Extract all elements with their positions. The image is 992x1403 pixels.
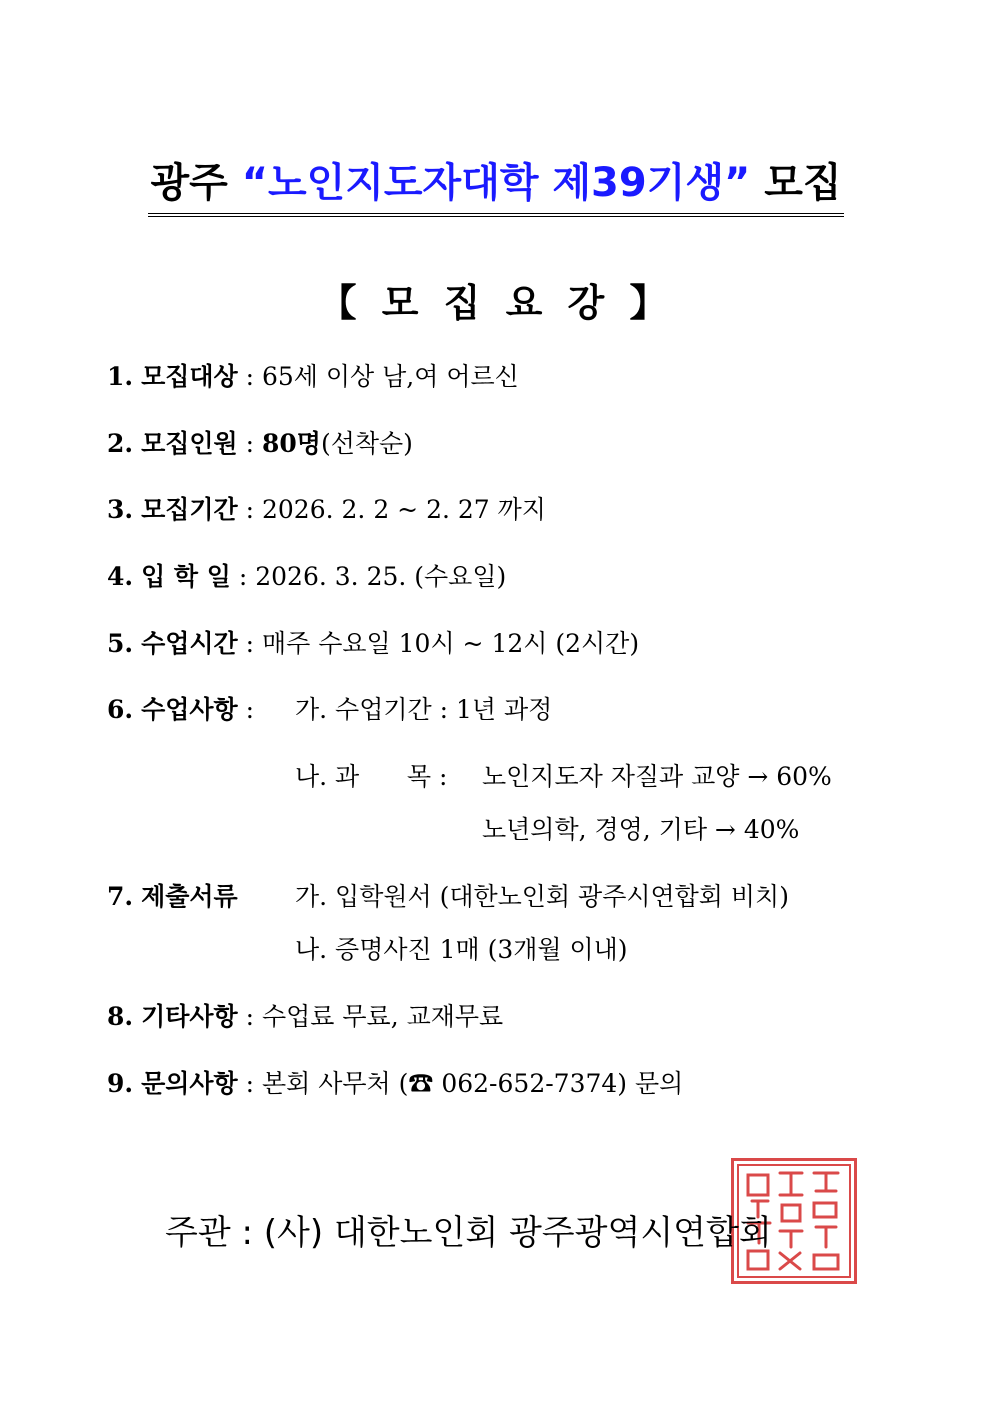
title-highlight: 노인지도자대학 제39기생 [268, 160, 724, 206]
item-value-bold: 80명 [262, 429, 321, 458]
course-subject-label: 나. 과 목 : [295, 762, 456, 791]
document-2: 나. 증명사진 1매 (3개월 이내) [295, 935, 628, 964]
item-number: 3. [107, 495, 134, 524]
organizer: 주관 : (사) 대한노인회 광주광역시연합회 [165, 1213, 772, 1253]
item-number: 7. [107, 882, 134, 911]
item-label: 제출서류 [141, 882, 238, 911]
title-suffix: 모집 [750, 160, 842, 206]
item-value: 매주 수요일 10시 ~ 12시 (2시간) [262, 629, 640, 658]
item-value: 2026. 3. 25. (수요일) [255, 562, 507, 591]
item-number: 4. [107, 562, 134, 591]
item-number: 9. [107, 1069, 134, 1098]
item-other [107, 1000, 503, 1034]
item-period [107, 493, 546, 527]
item-target [107, 360, 519, 394]
item-separator: : [237, 495, 262, 524]
item-inquiry [107, 1067, 683, 1101]
item-label: 모집인원 [141, 429, 238, 458]
document-1: 가. 입학원서 (대한노인회 광주시연합회 비치) [295, 882, 789, 911]
item-separator: : [237, 629, 262, 658]
course-period [295, 693, 552, 727]
section-heading: 【 모 집 요 강 】 [318, 281, 674, 325]
title-quote-close: ” [724, 160, 751, 206]
item-class-time [107, 627, 639, 661]
item-label: 문의사항 [141, 1069, 238, 1098]
item-number: 6. [107, 695, 134, 724]
item-label: 모집대상 [141, 362, 238, 391]
item-label: 수업시간 [141, 629, 238, 658]
course-subject-line1: 노인지도자 자질과 교양 → 60% [482, 762, 832, 791]
item-separator: : [237, 362, 262, 391]
item-admission-date [107, 560, 506, 594]
title-quote-open: “ [241, 160, 268, 206]
item-separator: : [237, 429, 262, 458]
page-title [0, 155, 992, 217]
item-course-details [107, 693, 262, 727]
item-capacity [107, 427, 413, 461]
item-label: 입 학 일 [141, 562, 231, 591]
item-value: 65세 이상 남,여 어르신 [262, 362, 519, 391]
item-number: 1. [107, 362, 134, 391]
item-number: 8. [107, 1002, 134, 1031]
item-label: 모집기간 [141, 495, 238, 524]
item-label: 기타사항 [141, 1002, 238, 1031]
item-documents [107, 880, 238, 914]
item-value: 본회 사무처 (☎ 062-652-7374) 문의 [262, 1069, 684, 1098]
item-value: (선착순) [320, 429, 413, 458]
item-value: 2026. 2. 2 ~ 2. 27 까지 [262, 495, 546, 524]
item-separator: : [237, 1002, 262, 1031]
course-subject-line2: 노년의학, 경영, 기타 → 40% [482, 815, 800, 844]
item-separator: : [237, 1069, 262, 1098]
course-period-label: 가. 수업기간 : [295, 695, 456, 724]
item-value: 수업료 무료, 교재무료 [262, 1002, 504, 1031]
title-prefix: 광주 [150, 160, 242, 206]
item-number: 5. [107, 629, 134, 658]
item-separator: : [237, 695, 262, 724]
course-period-value: 1년 과정 [455, 695, 553, 724]
title-underlined [148, 155, 843, 217]
item-label: 수업사항 [141, 695, 238, 724]
item-separator: : [230, 562, 256, 591]
item-number: 2. [107, 429, 134, 458]
